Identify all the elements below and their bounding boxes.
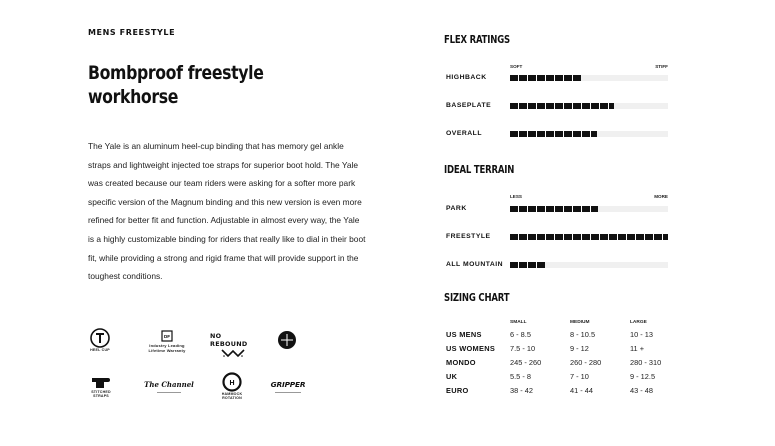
size-cell: 9 - 12.5 [630, 372, 656, 381]
size-column-header: LARGE [630, 320, 647, 325]
rating-track [510, 75, 668, 81]
size-column-header: SMALL [510, 320, 527, 325]
size-cell: 245 - 260 [510, 358, 542, 367]
size-row-label: UK [446, 372, 458, 381]
size-cell: 41 - 44 [570, 386, 594, 395]
hammock-badge: H HAMMOCK ROTATION [218, 372, 246, 400]
rating-row-highback [444, 73, 674, 83]
size-row-euro [444, 386, 674, 398]
rating-label: HIGHBACK [446, 74, 487, 81]
lock-badge [276, 330, 298, 350]
size-cell: 11 + [630, 344, 645, 353]
sewing-machine-icon [90, 374, 112, 390]
heel-cup-badge: HEEL CUP [88, 328, 112, 352]
rating-row-all-mountain [444, 260, 674, 270]
size-row-label: MONDO [446, 358, 476, 367]
size-cell: 260 - 280 [570, 358, 602, 367]
rating-track [510, 131, 668, 137]
rating-fill [510, 206, 598, 212]
stitched-straps-badge: STITCHED STRAPS [88, 374, 114, 398]
size-row-label: US MENS [446, 330, 482, 339]
no-rebound-badge: NO REBOUND [210, 332, 256, 358]
size-cell: 38 - 42 [510, 386, 534, 395]
description-paragraph: The Yale is an aluminum heel-cup binding that has memory gel ankle straps and lightweight injected toe straps for superior boot hold. The Yale was created because our team riders were asking for a softer more park specific version of the Magnum binding and this new version is even more refined for better fit and function. Adjustable in almost every way, the Yale is a highly customizable binding for riders that really like to dial in their boot fit, while providing a strong and rigid frame that will provide support in the toughest conditions. [88, 141, 366, 282]
rating-row-baseplate [444, 101, 674, 111]
rating-fill [510, 131, 597, 137]
sizing-chart-title: SIZING CHART [444, 292, 510, 304]
rating-label: ALL MOUNTAIN [446, 261, 504, 268]
rating-row-freestyle [444, 232, 674, 242]
hammock-icon [222, 372, 242, 392]
stiff-label: STIFF [655, 64, 668, 69]
lock-icon [277, 330, 297, 350]
warranty-badge: DF Industry Leading Lifetime Warranty [144, 330, 190, 353]
size-cell: 280 - 310 [630, 358, 662, 367]
svg-text:DF: DF [164, 334, 170, 339]
size-cell: 9 - 12 [570, 344, 589, 353]
product-description [88, 28, 378, 286]
channel-underline [157, 392, 181, 393]
size-row-mondo [444, 358, 674, 370]
rating-track [510, 206, 668, 212]
rating-label: FREESTYLE [446, 233, 491, 240]
size-cell: 8 - 10.5 [570, 330, 596, 339]
gripper-underline [275, 392, 301, 393]
rating-row-overall [444, 129, 674, 139]
soft-label: SOFT [510, 64, 523, 69]
less-label: LESS [510, 194, 522, 199]
rating-fill [510, 75, 581, 81]
splash-icon [218, 348, 248, 358]
size-cell: 7.5 - 10 [510, 344, 536, 353]
rating-fill [510, 234, 668, 240]
size-cell: 43 - 48 [630, 386, 654, 395]
size-cell: 7 - 10 [570, 372, 589, 381]
more-label: MORE [654, 194, 668, 199]
size-row-us-mens [444, 330, 674, 342]
rating-label: OVERALL [446, 130, 482, 137]
size-row-label: EURO [446, 386, 469, 395]
the-channel-badge: The Channel [144, 380, 194, 393]
svg-text:H: H [229, 380, 235, 387]
gripper-badge: GRIPPER [268, 380, 308, 393]
size-row-uk [444, 372, 674, 384]
size-cell: 5.5 - 8 [510, 372, 531, 381]
size-row-label: US WOMENS [446, 344, 496, 353]
rating-track [510, 262, 668, 268]
size-cell: 10 - 13 [630, 330, 654, 339]
rating-fill [510, 103, 614, 109]
rating-fill [510, 262, 545, 268]
rating-row-park [444, 204, 674, 214]
terrain-scale [510, 194, 668, 199]
rating-label: PARK [446, 205, 467, 212]
flex-scale [510, 64, 668, 69]
size-row-us-womens [444, 344, 674, 356]
flex-ratings-title: FLEX RATINGS [444, 34, 510, 46]
size-column-header: MEDIUM [570, 320, 590, 325]
heel-cup-icon [90, 328, 110, 348]
warranty-icon [161, 330, 173, 342]
size-cell: 6 - 8.5 [510, 330, 531, 339]
rating-track [510, 103, 668, 109]
product-headline: Bombproof freestyle workhorse [88, 62, 264, 108]
ideal-terrain-title: IDEAL TERRAIN [444, 164, 515, 176]
category-label: MENS FREESTYLE [88, 28, 176, 37]
rating-label: BASEPLATE [446, 102, 492, 109]
rating-track [510, 234, 668, 240]
